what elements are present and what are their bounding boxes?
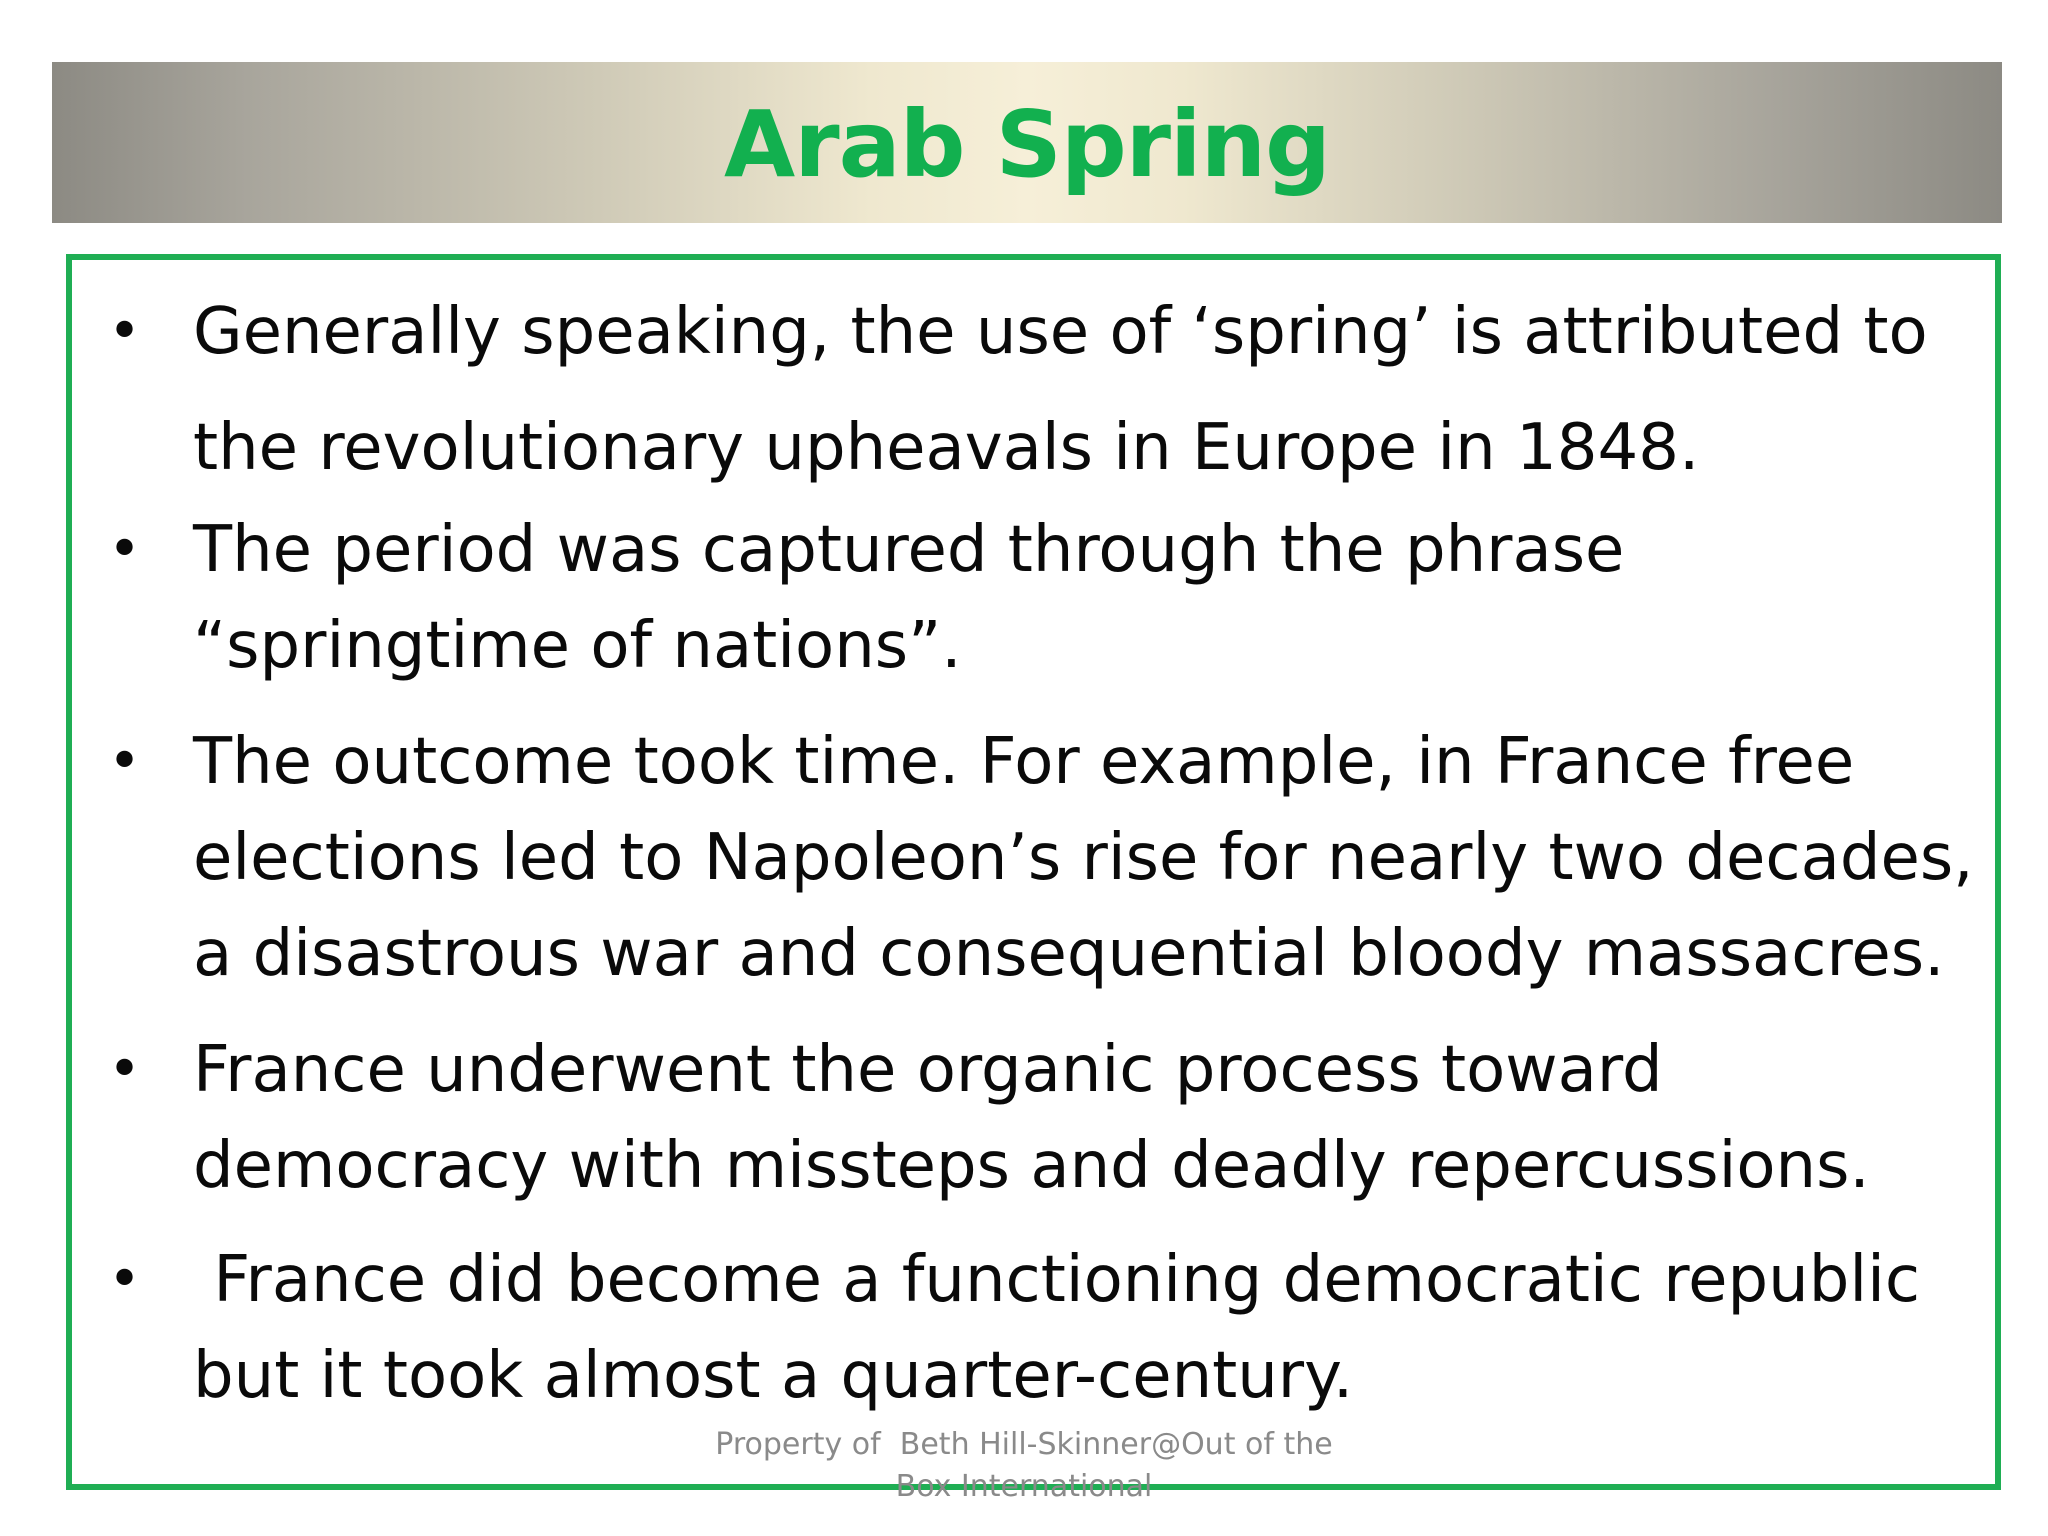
footer-line-1: Property of Beth Hill-Skinner@Out of the	[715, 1427, 1333, 1462]
title-banner	[52, 62, 2002, 223]
content-box	[66, 254, 2001, 1490]
bullet-item-4	[94, 1022, 1974, 1214]
bullet-item-1	[94, 274, 1974, 506]
bullet-dot-icon: •	[108, 729, 142, 794]
bullet-dot-icon: •	[108, 1247, 142, 1312]
bullet-item-2	[94, 502, 1974, 694]
footer-watermark	[0, 1424, 2048, 1508]
bullet-text: France underwent the organic process toward democracy with missteps and deadly repercussions.	[193, 1033, 1870, 1203]
bullet-item-5	[94, 1232, 1974, 1424]
bullet-text: The period was captured through the phrase “springtime of nations”.	[193, 513, 1625, 683]
bullet-text: Generally speaking, the use of ‘spring’ is attributed to the revolutionary upheavals in Europe in 1848.	[193, 295, 1928, 485]
bullet-dot-icon: •	[108, 1037, 142, 1102]
bullet-item-3	[94, 714, 1974, 1002]
footer-line-2: Box International	[895, 1469, 1153, 1504]
bullet-dot-icon: •	[108, 517, 142, 582]
bullet-dot-icon: •	[108, 299, 142, 364]
bullet-text: The outcome took time. For example, in France free elections led to Napoleon’s rise for nearly two decades, a disastrous war and consequential bloody massacres.	[193, 725, 1974, 991]
slide-title: Arab Spring	[724, 91, 1330, 198]
bullet-text: France did become a functioning democratic republic but it took almost a quarter-century.	[193, 1243, 1941, 1413]
